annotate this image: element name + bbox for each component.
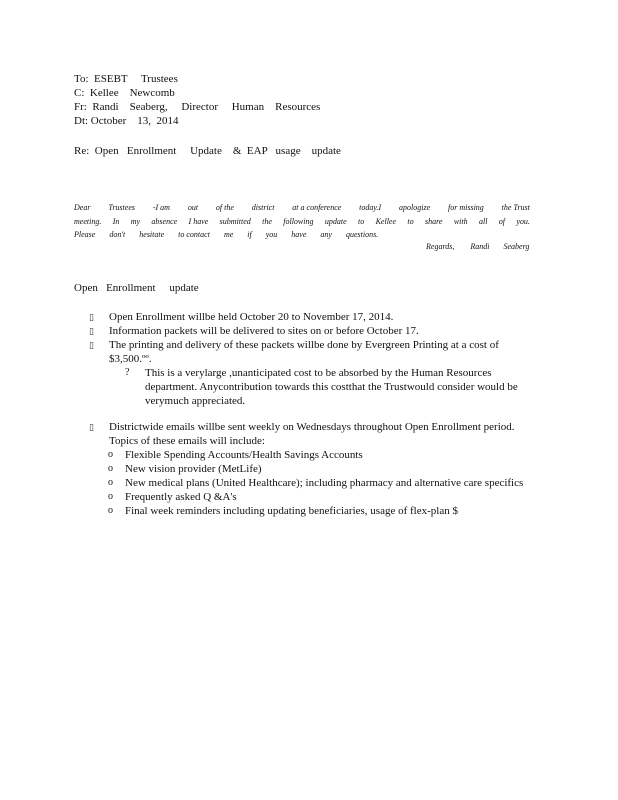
- letter-word: any: [320, 230, 332, 239]
- letter-word: of the: [215, 203, 234, 212]
- letter-word: have: [291, 230, 307, 239]
- topic-item: [108, 504, 544, 518]
- letter-word: to: [407, 216, 414, 226]
- memo-subject: Re: Open Enrollment Update & EAP usage update: [74, 145, 341, 157]
- letter-word: meeting.: [74, 216, 102, 226]
- letter-word: at a conference: [292, 203, 342, 212]
- letter-word: apologize: [399, 203, 431, 212]
- topic-item: [108, 476, 544, 490]
- bullet-icon: ▯: [89, 312, 94, 322]
- topic-text: Final week reminders including updating beneficiaries, usage of flex-plan $: [125, 505, 458, 517]
- topic-text: New vision provider (MetLife): [125, 463, 262, 475]
- list-item: [89, 324, 544, 338]
- letter-word: out: [187, 203, 199, 212]
- memo-header: [74, 72, 544, 158]
- letter-word: if: [247, 230, 252, 239]
- letter-word: my: [130, 216, 141, 226]
- bullet-icon: ▯: [89, 340, 94, 350]
- memo-to: To: ESEBT Trustees: [74, 73, 178, 85]
- letter-word: share: [424, 216, 443, 226]
- list-item-text: Districtwide emails willbe sent weekly on Wednesdays throughout Open Enrollment period. Topics of these emails will include:: [109, 421, 515, 447]
- list-item-text: Information packets will be delivered to sites on or before October 17.: [109, 325, 419, 337]
- letter-word: submitted: [219, 216, 251, 226]
- letter-word: with: [453, 216, 468, 226]
- bullet-icon: ▯: [89, 422, 94, 432]
- letter-word: following: [283, 216, 314, 226]
- topic-item: [108, 490, 544, 504]
- letter-line-1: [74, 201, 530, 215]
- letter-word: In: [112, 216, 120, 226]
- letter-body: [74, 201, 530, 242]
- sub-list-item-text: This is a verylarge ,unanticipated cost to be absorbed by the Human Resources department. Anycontribution towards this costthat the Trustwould consider would be verymuch appreciated.: [145, 367, 518, 407]
- memo-cc: C: Kellee Newcomb: [74, 87, 175, 99]
- letter-word: you: [265, 230, 278, 239]
- memo-from: Fr: Randi Seaberg, Director Human Resources: [74, 101, 321, 113]
- letter-word: absence: [151, 216, 178, 226]
- list-item-text: Open Enrollment willbe held October 20 to November 17, 2014.: [109, 311, 394, 323]
- letter-word: I have: [188, 216, 209, 226]
- list-item-text: The printing and delivery of these packets willbe done by Evergreen Printing at a cost of $3,500.ºº.: [109, 339, 499, 365]
- letter-word: the: [262, 216, 272, 226]
- letter-word: Dear: [74, 203, 91, 212]
- topic-text: Flexible Spending Accounts/Health Savings Accounts: [125, 449, 363, 461]
- letter-word: for missing: [448, 203, 484, 212]
- letter-word: all: [478, 216, 488, 226]
- letter-word: today.I: [359, 203, 382, 212]
- topic-text: Frequently asked Q &A's: [125, 491, 237, 503]
- letter-word: questions.: [345, 230, 379, 239]
- update-list: [89, 310, 544, 518]
- topic-text: New medical plans (United Healthcare); including pharmacy and alternative care specifics: [125, 477, 524, 489]
- letter-word: to: [358, 216, 365, 226]
- letter-line-2: [74, 215, 530, 229]
- circle-bullet-icon: o: [108, 449, 113, 460]
- spacer: [89, 408, 544, 420]
- letter-word: Kellee: [375, 216, 397, 226]
- letter-word: don't: [109, 230, 126, 239]
- circle-bullet-icon: o: [108, 477, 113, 488]
- list-item: [89, 420, 544, 448]
- letter-word: Please: [74, 230, 96, 239]
- letter-word: -I am: [152, 203, 170, 212]
- letter-word: hesitate: [139, 230, 165, 239]
- letter-word: me: [223, 230, 234, 239]
- letter-word: of: [498, 216, 506, 226]
- topics-list: [108, 448, 544, 518]
- circle-bullet-icon: o: [108, 463, 113, 474]
- circle-bullet-icon: o: [108, 491, 113, 502]
- letter-word: Trustees: [108, 203, 135, 212]
- letter-word: you.: [516, 216, 530, 226]
- sub-bullet-icon: ?: [125, 367, 130, 378]
- letter-line-3: [74, 228, 530, 242]
- topic-item: [108, 448, 544, 462]
- circle-bullet-icon: o: [108, 505, 113, 516]
- sub-list-item: [125, 366, 544, 408]
- list-item: [89, 310, 544, 324]
- letter-word: to contact: [178, 230, 210, 239]
- letter-signoff: Regards, Randi Seaberg: [426, 242, 530, 251]
- letter-word: district: [251, 203, 275, 212]
- bullet-icon: ▯: [89, 326, 94, 336]
- topic-item: [108, 462, 544, 476]
- memo-date: Dt: October 13, 2014: [74, 115, 179, 127]
- list-item: [89, 338, 544, 366]
- letter-word: the Trust: [501, 203, 530, 212]
- section-title: Open Enrollment update: [74, 282, 199, 294]
- letter-word: update: [324, 216, 347, 226]
